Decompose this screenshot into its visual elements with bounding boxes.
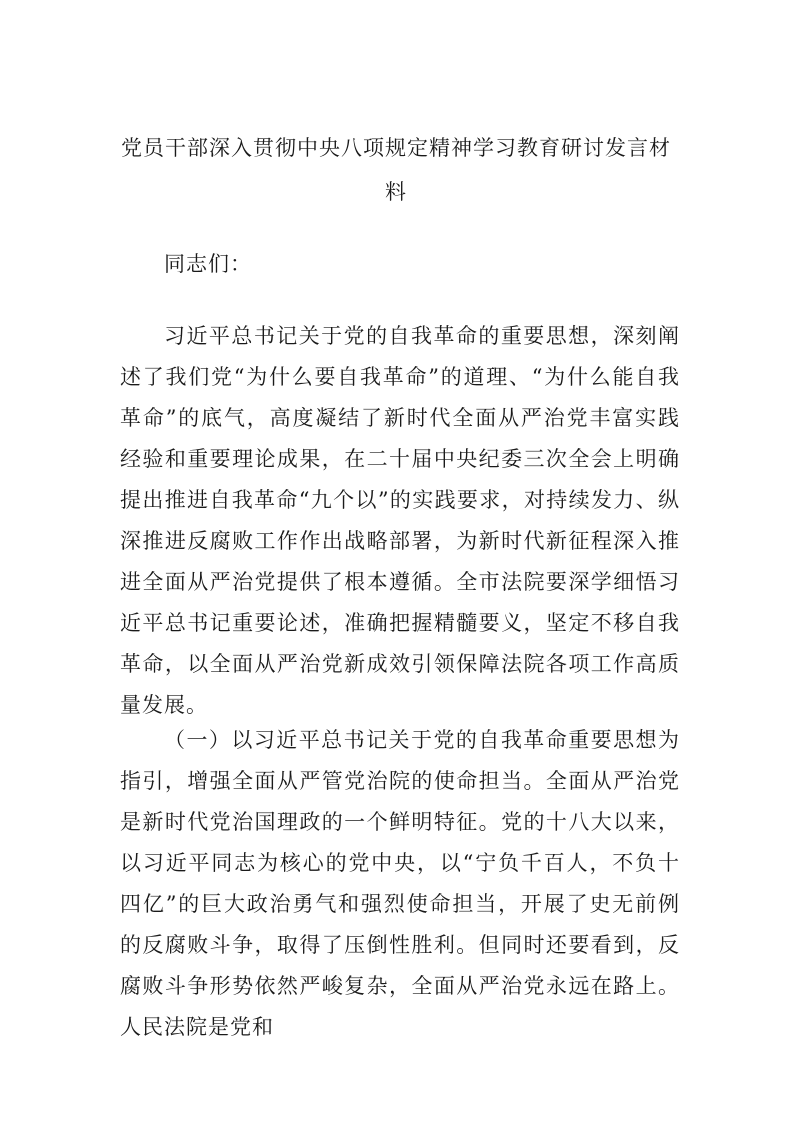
document-title: 党员干部深入贯彻中央八项规定精神学习教育研讨发言材料 — [121, 136, 671, 204]
paragraph: （一）以习近平总书记关于党的自我革命重要思想为指引，增强全面从严管党治院的使命担当。全面从严治党是新时代党治国理政的一个鲜明特征。党的十八大以来，以习近平同志为核心的党中央，以“宁负千百人，不负十四亿”的巨大政治勇气和强烈使命担当，开展了史无前例的反腐败斗争，取得了压倒性胜利。但同时还要看到，反腐败斗争形势依然严峻复杂，全面从严治党永远在路上。人民法院是党和 — [120, 728, 680, 1039]
salutation: 同志们： — [164, 252, 252, 276]
paragraph: 习近平总书记关于党的自我革命的重要思想，深刻阐述了我们党“为什么要自我革命”的道理、“为什么能自我革命”的底气，高度凝结了新时代全面从严治党丰富实践经验和重要理论成果，在二十届中央纪委三次全会上明确提出推进自我革命“九个以”的实践要求，对持续发力、纵深推进反腐败工作作出战略部署，为新时代新征程深入推进全面从严治党提供了根本遵循。全市法院要深学细悟习近平总书记重要论述，准确把握精髓要义，坚定不移自我革命，以全面从严治党新成效引领保障法院各项工作高质量发展。 — [120, 324, 680, 717]
